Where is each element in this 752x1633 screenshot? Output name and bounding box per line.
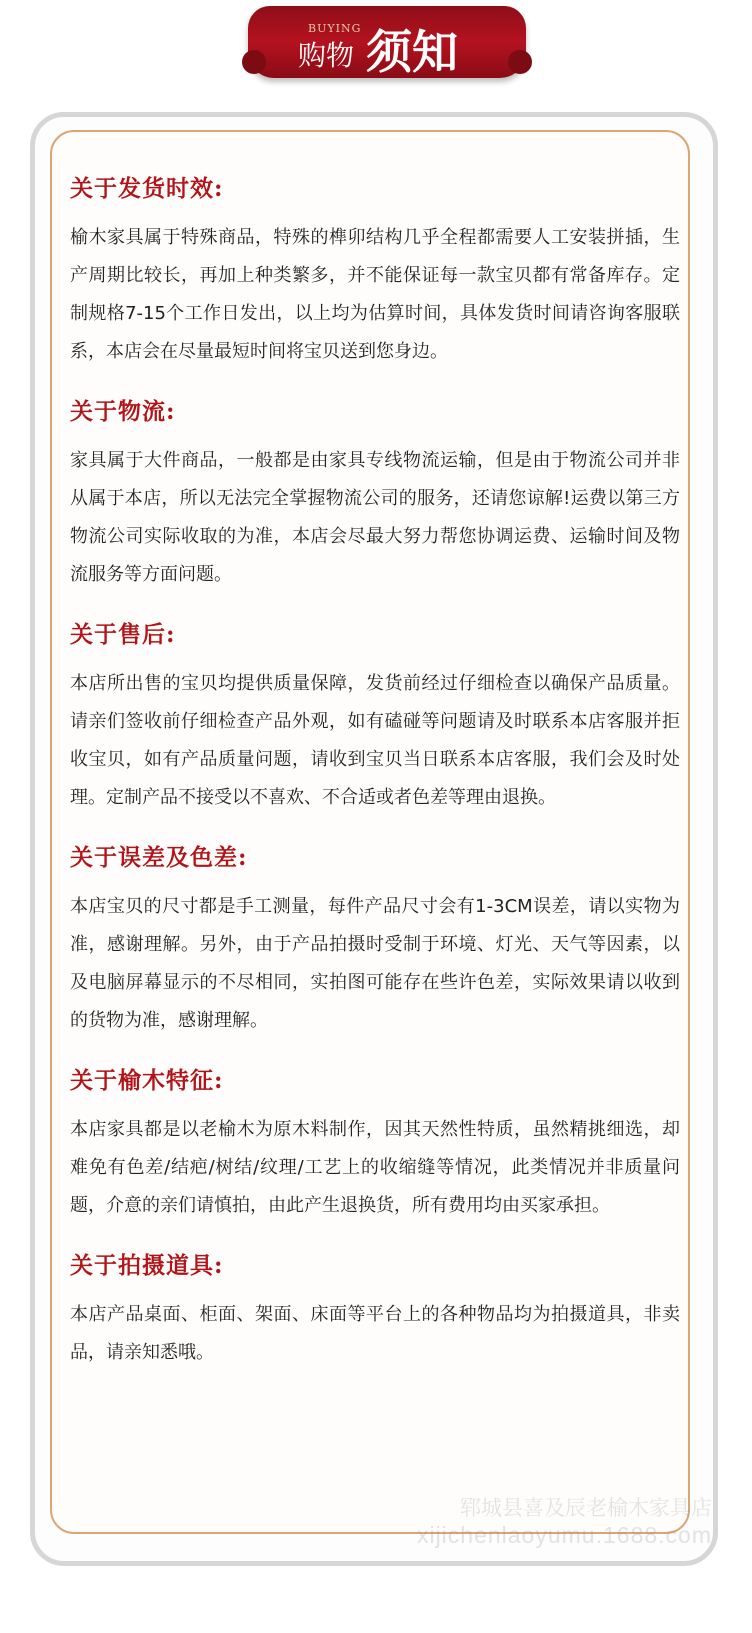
section-logistics [70,393,680,594]
section-title: 关于发货时效: [70,175,224,202]
section-body: 本店宝贝的尺寸都是手工测量，每件产品尺寸会有1-3CM误差，请以实物为准，感谢理解。另外，由于产品拍摄时受制于环境、灯光、天气等因素，以及电脑屏幕显示的不尽相同，实拍图可能存在些许色差，实际效果请以收到的货物为准，感谢理解。 [70,896,680,1031]
section-body: 本店所出售的宝贝均提供质量保障，发货前经过仔细检查以确保产品质量。请亲们签收前仔细检查产品外观，如有磕碰等问题请及时联系本店客服并拒收宝贝，如有产品质量问题，请收到宝贝当日联系本店客服，我们会及时处理。定制产品不接受以不喜欢、不合适或者色差等理由退换。 [70,673,680,808]
section-title: 关于售后: [70,621,176,648]
section-title: 关于误差及色差: [70,844,248,871]
section-title: 关于榆木特征: [70,1067,224,1094]
title-banner [248,6,526,78]
section-body: 本店产品桌面、柜面、架面、床面等平台上的各种物品均为拍摄道具，非卖品，请亲知悉哦。 [70,1304,680,1363]
watermark-shop-url: xijichenlaoyumu.1688.com [416,1522,712,1548]
section-title: 关于物流: [70,398,176,425]
notice-content [70,170,680,1394]
section-after-sales [70,616,680,817]
watermark-shop-name: 郓城县喜及辰老榆木家具店 [460,1497,712,1520]
section-elm-features [70,1062,680,1225]
section-body: 本店家具都是以老榆木为原木料制作，因其天然性特质，虽然精挑细选，却难免有色差/结疤/树结/纹理/工艺上的收缩缝等情况，此类情况并非质量问题，介意的亲们请慎拍，由此产生退换货，所有费用均由买家承担。 [70,1119,680,1216]
banner-title: 须知 [366,25,458,79]
banner-subtitle: 购物 [298,39,355,72]
banner-english-text: BUYING [308,22,362,35]
section-shipping-time [70,170,680,371]
section-body: 榆木家具属于特殊商品，特殊的榫卯结构几乎全程都需要人工安装拼插，生产周期比较长，再加上种类繁多，并不能保证每一款宝贝都有常备库存。定制规格7-15个工作日发出，以上均为估算时间，具体发货时间请咨询客服联系，本店会在尽量最短时间将宝贝送到您身边。 [70,227,680,362]
section-title: 关于拍摄道具: [70,1252,224,1279]
section-error-color-diff [70,839,680,1040]
section-photo-props [70,1247,680,1372]
section-body: 家具属于大件商品，一般都是由家具专线物流运输，但是由于物流公司并非从属于本店，所以无法完全掌握物流公司的服务，还请您谅解!运费以第三方物流公司实际收取的为准，本店会尽最大努力帮您协调运费、运输时间及物流服务等方面问题。 [70,450,680,585]
